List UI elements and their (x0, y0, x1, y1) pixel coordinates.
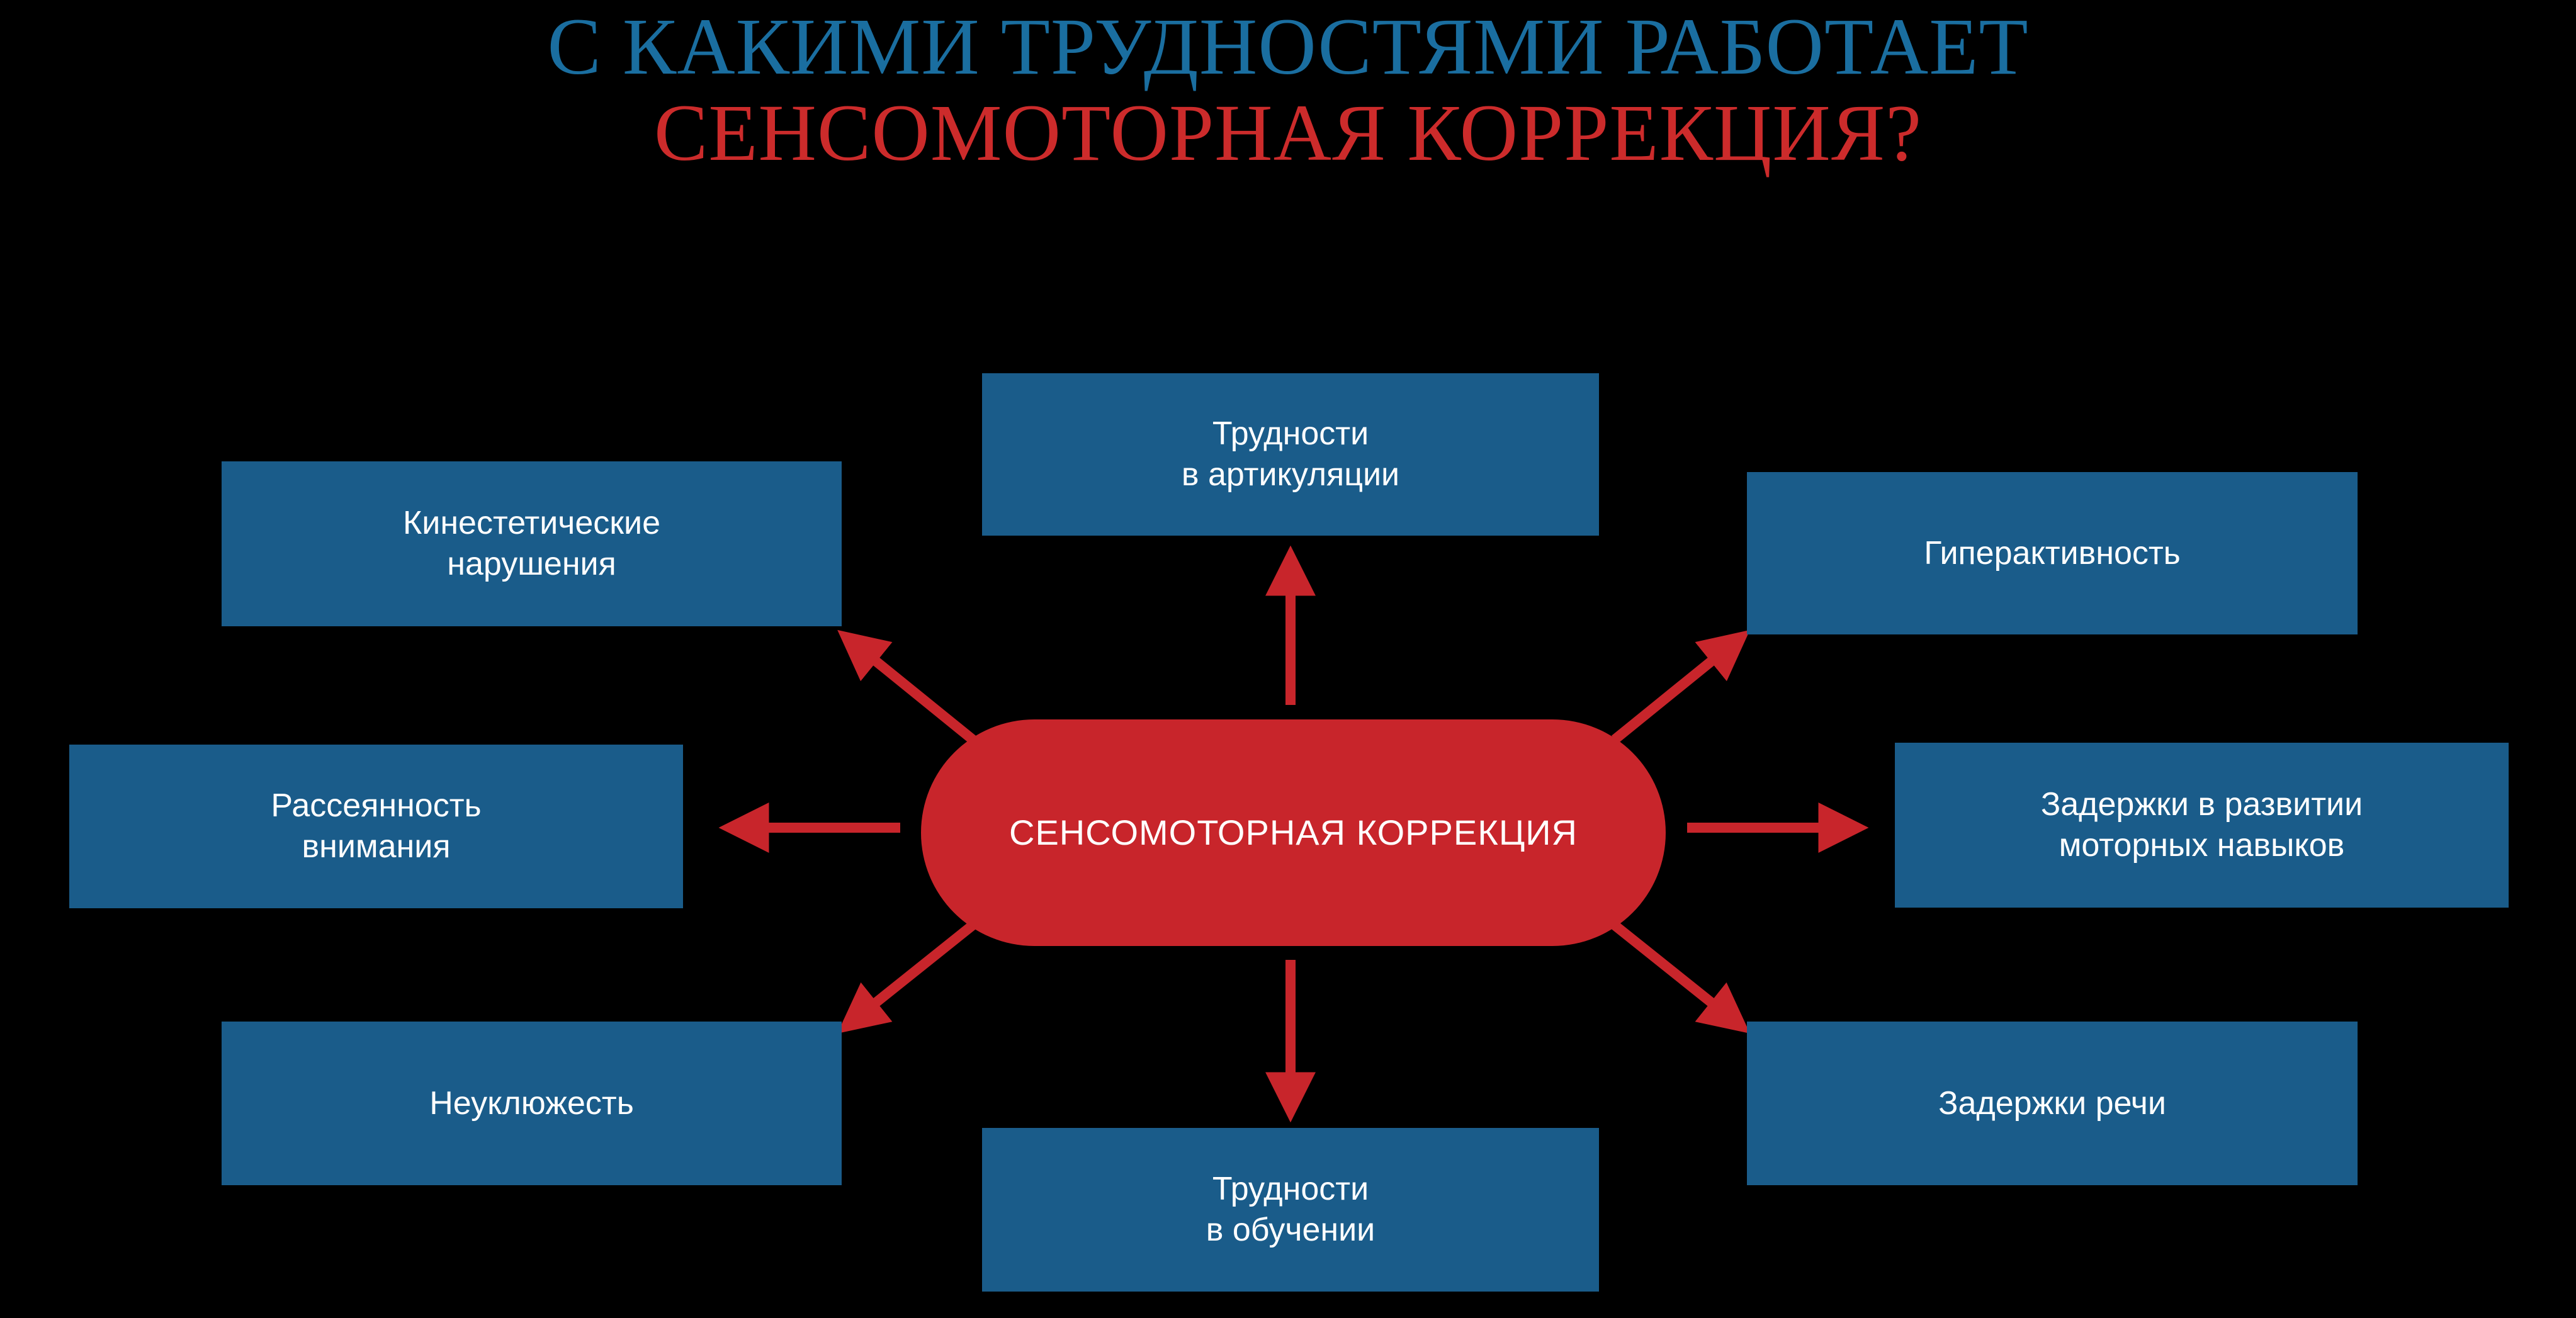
node-attention-dispersion[interactable] (69, 745, 683, 908)
node-label: Трудности в обучении (1206, 1171, 1376, 1248)
diagram-canvas (0, 327, 2576, 1318)
title-line-1: С КАКИМИ ТРУДНОСТЯМИ РАБОТАЕТ (547, 2, 2029, 91)
node-articulation-difficulties[interactable] (982, 373, 1599, 536)
node-label: Задержки речи (1938, 1084, 2166, 1122)
node-hyperactivity[interactable] (1747, 472, 2358, 634)
node-motor-skill-delays[interactable] (1895, 743, 2509, 908)
title-line-2: СЕНСОМОТОРНАЯ КОРРЕКЦИЯ? (653, 87, 1923, 177)
node-speech-delays[interactable] (1747, 1022, 2358, 1185)
page-title (0, 4, 2576, 176)
node-label: Задержки в развитии моторных навыков (2040, 786, 2363, 864)
center-node-label: СЕНСОМОТОРНАЯ КОРРЕКЦИЯ (1009, 812, 1578, 852)
node-label: Неуклюжесть (429, 1084, 634, 1122)
arrow-up-right (1615, 645, 1731, 740)
arrow-down-right (1615, 925, 1731, 1018)
arrow-up-left (856, 645, 973, 740)
arrow-down-left (856, 925, 973, 1018)
node-clumsiness[interactable] (222, 1022, 842, 1185)
node-label: Гиперактивность (1924, 534, 2181, 572)
node-label: Рассеянность внимания (271, 787, 482, 865)
node-kinesthetic-disorders[interactable] (222, 461, 842, 626)
node-label: Трудности в артикуляции (1181, 415, 1400, 493)
node-learning-difficulties[interactable] (982, 1128, 1599, 1292)
center-node[interactable] (921, 719, 1666, 946)
node-label: Кинестетические нарушения (403, 505, 660, 582)
